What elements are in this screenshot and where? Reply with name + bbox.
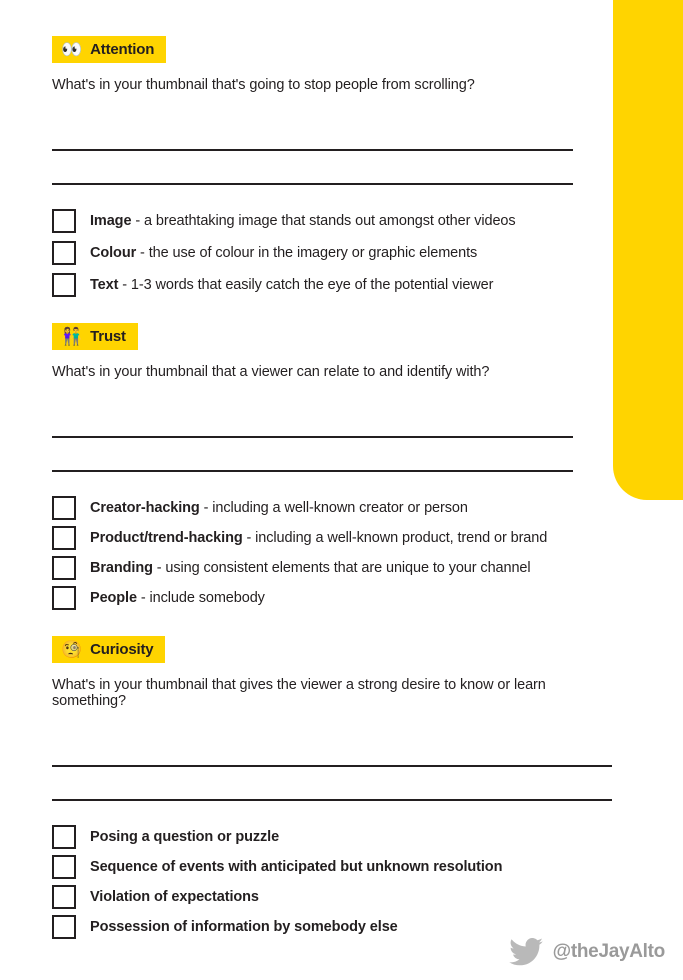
list-item-label <box>90 889 259 905</box>
section-attention <box>52 36 573 297</box>
list-item[interactable] <box>52 241 573 265</box>
section-trust-label: Trust <box>90 328 126 345</box>
section-attention-checklist <box>52 209 573 297</box>
list-item-desc: - including a well-known creator or person <box>199 500 468 516</box>
section-curiosity <box>52 636 573 939</box>
list-item[interactable] <box>52 915 573 939</box>
section-attention-tag <box>52 36 166 63</box>
list-item-desc: - a breathtaking image that stands out amongst other videos <box>131 213 516 229</box>
list-item-desc: - using consistent elements that are unique to your channel <box>152 560 531 576</box>
writing-line[interactable] <box>52 767 612 801</box>
list-item-desc: - including a well-known product, trend or brand <box>242 530 548 546</box>
list-item-desc: - include somebody <box>136 590 265 606</box>
list-item-label <box>90 859 502 875</box>
checkbox-colour[interactable] <box>52 241 76 265</box>
writing-line[interactable] <box>52 438 573 472</box>
list-item[interactable] <box>52 855 573 879</box>
list-item-term: Creator-hacking <box>90 500 200 516</box>
list-item-label <box>90 277 493 293</box>
section-trust-writing-lines <box>52 402 573 472</box>
list-item-desc: - the use of colour in the imagery or graphic elements <box>136 245 478 261</box>
writing-line[interactable] <box>52 151 573 185</box>
writing-line[interactable] <box>52 402 573 438</box>
section-trust <box>52 323 573 610</box>
checkbox-violation-of-expectations[interactable] <box>52 885 76 909</box>
section-curiosity-checklist <box>52 825 573 939</box>
section-curiosity-prompt: What's in your thumbnail that gives the viewer a strong desire to know or learn something? <box>52 677 546 709</box>
checkbox-image[interactable] <box>52 209 76 233</box>
list-item-label <box>90 500 468 516</box>
checkbox-branding[interactable] <box>52 556 76 580</box>
section-curiosity-label: Curiosity <box>90 641 154 658</box>
list-item[interactable] <box>52 586 573 610</box>
list-item[interactable] <box>52 526 573 550</box>
list-item-label <box>90 590 265 606</box>
people-icon: 👫 <box>61 327 83 346</box>
section-attention-label: Attention <box>90 41 155 58</box>
list-item-term: Possession of information by somebody else <box>90 919 398 935</box>
worksheet-banner <box>613 0 683 500</box>
list-item-term: Colour <box>90 245 137 261</box>
list-item-label <box>90 829 279 845</box>
twitter-icon <box>509 938 543 966</box>
list-item-term: Sequence of events with anticipated but unknown resolution <box>90 859 503 875</box>
eyes-icon: 👀 <box>61 40 83 59</box>
checkbox-people[interactable] <box>52 586 76 610</box>
checkbox-possession-of-information[interactable] <box>52 915 76 939</box>
section-trust-prompt: What's in your thumbnail that a viewer can relate to and identify with? <box>52 364 490 380</box>
section-attention-writing-lines <box>52 115 573 185</box>
list-item-label <box>90 560 531 576</box>
list-item-desc: - 1-3 words that easily catch the eye of the potential viewer <box>118 277 494 293</box>
writing-line[interactable] <box>52 115 573 151</box>
checkbox-sequence-of-events[interactable] <box>52 855 76 879</box>
checkbox-posing-question[interactable] <box>52 825 76 849</box>
list-item[interactable] <box>52 885 573 909</box>
list-item[interactable] <box>52 209 573 233</box>
section-attention-prompt: What's in your thumbnail that's going to stop people from scrolling? <box>52 77 475 93</box>
checkbox-product-trend-hacking[interactable] <box>52 526 76 550</box>
section-trust-tag <box>52 323 138 350</box>
list-item-term: Text <box>90 277 119 293</box>
section-curiosity-tag <box>52 636 165 663</box>
list-item-term: Image <box>90 213 132 229</box>
list-item-term: Branding <box>90 560 153 576</box>
checkbox-text[interactable] <box>52 273 76 297</box>
list-item-term: Posing a question or puzzle <box>90 829 280 845</box>
list-item-label <box>90 213 516 229</box>
list-item-term: People <box>90 590 137 606</box>
twitter-handle: @theJayAlto <box>552 941 665 962</box>
checkbox-creator-hacking[interactable] <box>52 496 76 520</box>
section-trust-checklist <box>52 496 573 610</box>
list-item-label <box>90 245 477 261</box>
list-item[interactable] <box>52 825 573 849</box>
list-item-term: Product/trend-hacking <box>90 530 243 546</box>
list-item-term: Violation of expectations <box>90 889 259 905</box>
list-item[interactable] <box>52 273 573 297</box>
list-item-label <box>90 530 547 546</box>
writing-line[interactable] <box>52 731 612 767</box>
section-curiosity-writing-lines <box>52 731 573 801</box>
list-item-label <box>90 919 398 935</box>
list-item[interactable] <box>52 496 573 520</box>
footer-credit <box>509 938 665 966</box>
list-item[interactable] <box>52 556 573 580</box>
monocle-face-icon: 🧐 <box>61 640 83 659</box>
